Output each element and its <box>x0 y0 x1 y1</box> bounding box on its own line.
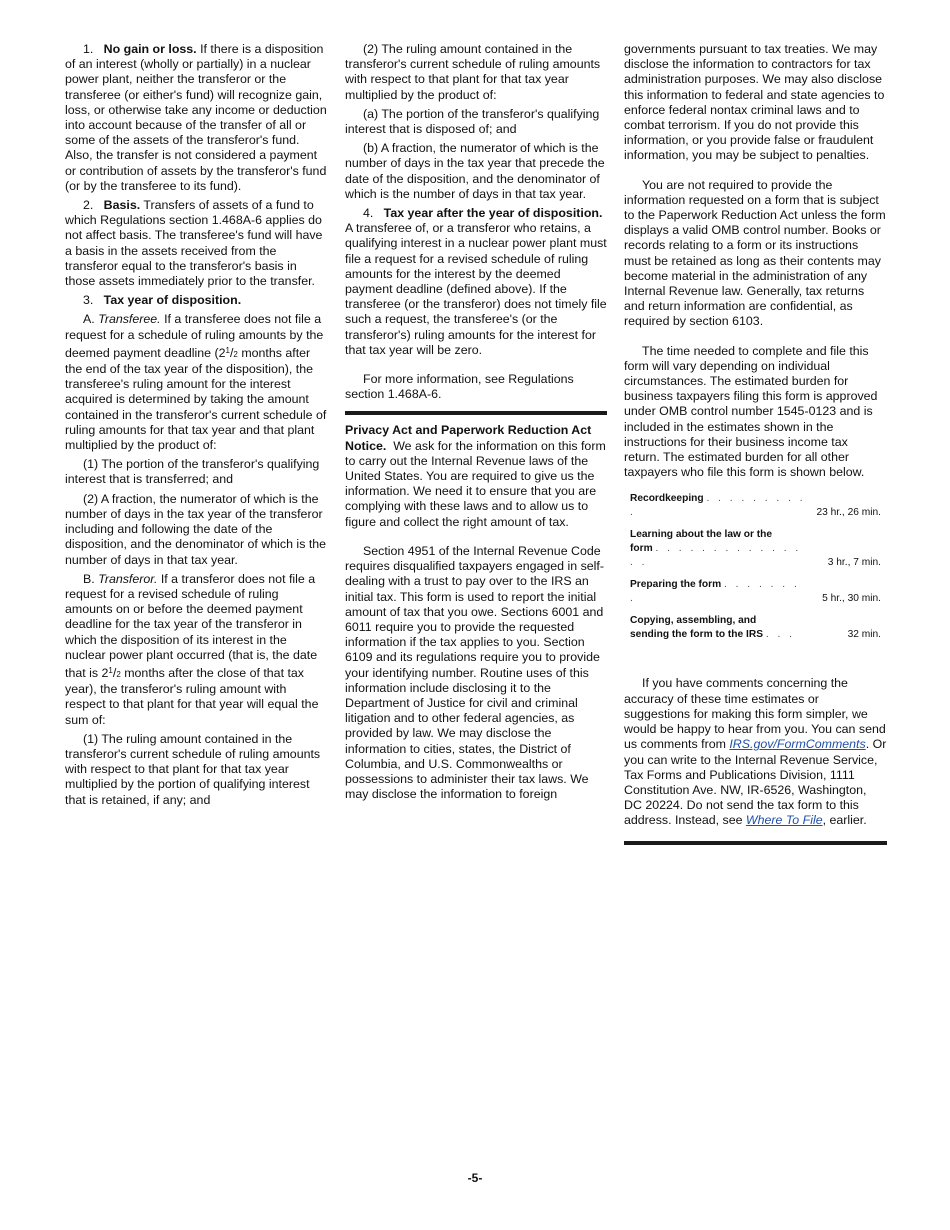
burden-row: Preparing the form . . . . . . . . 5 hr., 30 min. <box>624 578 887 614</box>
column-1 <box>65 42 327 812</box>
section-divider <box>345 411 607 415</box>
burden-row: Copying, assembling, and sending the form to the IRS . . . 32 min. <box>624 614 887 650</box>
section-tax-year-of-disposition: 3. Tax year of disposition. <box>83 293 242 308</box>
paragraph-transferor: B. Transferor. If a transferor does not file a request for a revised schedule of ruling amounts on or before the deemed payment deadline for the tax year of the transferor in which the disposition of its interest in the nuclear power plant occurred (that is, the date that is $2^1/2$ months after the close of that tax year), the transferor's ruling amount with respect to that plant for that year will equal the sum of: <box>65 571 319 727</box>
heading-tax-year-after-disposition: Tax year after the year of disposition. <box>383 206 603 221</box>
end-divider <box>624 841 887 845</box>
paragraph-privacy-continued: governments pursuant to tax treaties. We may disclose the information to contractors for tax administration purposes. We may also disclose this information to federal and state agencies to enforce federal nontax criminal laws and to combat terrorism. If you do not provide this information, or you provide false or fraudulent information, you may be subject to penalties. <box>624 42 885 163</box>
where-to-file-link[interactable]: Where To File <box>745 813 823 828</box>
page-number: -5- <box>467 1171 483 1185</box>
burden-table <box>624 492 887 650</box>
section-no-gain-or-loss: 1. No gain or loss. If there is a disposition of an interest (wholly or partially) in a nuclear power plant, neither the transferor or the transferee (or either's fund) will recognize gain, loss, or otherwise take any income or deduction into account because of the transfer of all or some of the assets of the transferor's fund. Also, the transfer is not considered a payment or contribution of assets by the transferor's fund (or by the transferee to its fund). <box>65 42 327 193</box>
column-2 <box>345 42 607 806</box>
section-tax-year-after-disposition: 4. Tax year after the year of disposition. A transferee of, or a transferor who retains, a qualifying interest in a nuclear power plant must file a request for a revised schedule of ruling amounts for the interest by the deemed payment deadline (defined above). If the transferee (or the transferor) does not timely file such a request, the transferee's (or the transferor's) ruling amounts for the interest for that tax year will be zero. <box>345 206 607 357</box>
paragraph-transferor-2b: (b) A fraction, the numerator of which is the number of days in the tax year that precede the date of the disposition, and the denominator of which is the number of days in that tax year. <box>345 141 605 201</box>
heading-basis: Basis. <box>103 198 141 213</box>
heading-tax-year-of-disposition: Tax year of disposition. <box>103 293 242 308</box>
paragraph-omb: You are not required to provide the information requested on a form that is subject to the Paperwork Reduction Act unless the form displays a valid OMB control number. Books or records relating to a form or its instructions must be retained as long as their contents may become material in the administration of any Internal Revenue law. Generally, tax returns and return information are confidential, as required by section 6103. <box>624 177 886 329</box>
paragraph-transferee: A. Transferee. If a transferee does not file a request for a schedule of ruling amounts by the deemed payment deadline ($2^1/2$ months after the end of the tax year of the disposition), the transferee's ruling amount for the interest acquired is determined by taking the amount contained in the transferor's current schedule of ruling amounts for that tax year and that plant multiplied by the product of: <box>65 312 327 453</box>
heading-privacy-act: Privacy Act and Paperwork Reduction Act Notice. <box>345 423 592 453</box>
burden-value: 32 min. <box>847 629 881 641</box>
section-basis: 2. Basis. Transfers of assets of a fund to which Regulations section 1.468A-6 applies do not affect basis. The transferee's fund will have a basis in the assets received from the transferor equal to the transferor's basis in those assets immediately prior to the transfer. <box>65 198 323 289</box>
paragraph-privacy-act: Privacy Act and Paperwork Reduction Act Notice. We ask for the information on this form to carry out the Internal Revenue laws of the United States. You are required to give us the information. We need it to ensure that you are complying with these laws and to allow us to figure and collect the right amount of tax. <box>345 423 606 529</box>
burden-row: Recordkeeping . . . . . . . . . . 23 hr., 26 min. <box>624 492 887 528</box>
paragraph-more-info: For more information, see Regulations section 1.468A-6. <box>345 372 574 402</box>
heading-no-gain-or-loss: No gain or loss. <box>103 42 197 56</box>
paragraph-section-4951: Section 4951 of the Internal Revenue Code requires disqualified taxpayers engaged in self-dealing with a trust to pay over to the IRS an initial tax. This form is used to report the initial amount of tax that you owe. Sections 6001 and 6011 require you to provide the requested information if the tax applies to you. Section 6109 and its regulations require you to provide your identifying number. Routine uses of this information include disclosing it to the Department of Justice for civil and criminal litigation and to other federal agencies, as provided by law. We may disclose the information to cities, states, the District of Columbia, and U.S. Commonwealths or possessions to administer their tax laws. We may disclose the information to foreign <box>345 543 604 802</box>
paragraph-comments: If you have comments concerning the accuracy of these time estimates or suggestions for making this form simpler, we would be happy to hear from you. You can send us comments from IRS.gov/FormComments. Or you can write to the Internal Revenue Service, Tax Forms and Publications Division, 1111 Constitution Ave. NW, IR-6526, Washington, DC 20224. Do not send the tax form to this address. Instead, see Where To File, earlier. <box>624 676 887 828</box>
paragraph-transferee-1: (1) The portion of the transferor's qualifying interest that is transferred; and <box>65 457 320 487</box>
paragraph-transferor-1: (1) The ruling amount contained in the transferor's current schedule of ruling amounts with respect to that plant for that tax year multiplied by the portion of qualifying interest that is retained, if any; and <box>65 731 321 807</box>
paragraph-transferor-2: (2) The ruling amount contained in the transferor's current schedule of ruling amounts with respect to that plant for that tax year multiplied by the product of: <box>345 42 601 102</box>
column-3 <box>624 42 887 845</box>
paragraph-time-estimate: The time needed to complete and file this form will vary depending on individual circumstances. The estimated burden for business taxpayers filing this form is approved under OMB control number 1545-0123 and is included in the estimates shown in the instructions for their business income tax return. The estimated burden for all other taxpayers who file this form is shown below. <box>624 343 878 480</box>
burden-value: 5 hr., 30 min. <box>822 593 881 605</box>
burden-row: Learning about the law or the form . . . . . . . . . . . . . . . 3 hr., 7 min. <box>624 528 887 578</box>
burden-value: 23 hr., 26 min. <box>816 507 881 519</box>
burden-value: 3 hr., 7 min. <box>827 557 881 569</box>
paragraph-transferee-2: (2) A fraction, the numerator of which is the number of days in the tax year of the transferor including and following the date of the disposition, and the denominator of which is the number of days in that tax year. <box>65 491 327 567</box>
paragraph-transferor-2a: (a) The portion of the transferor's qualifying interest that is disposed of; and <box>345 106 600 137</box>
form-comments-link[interactable]: IRS.gov/FormComments <box>729 737 866 752</box>
